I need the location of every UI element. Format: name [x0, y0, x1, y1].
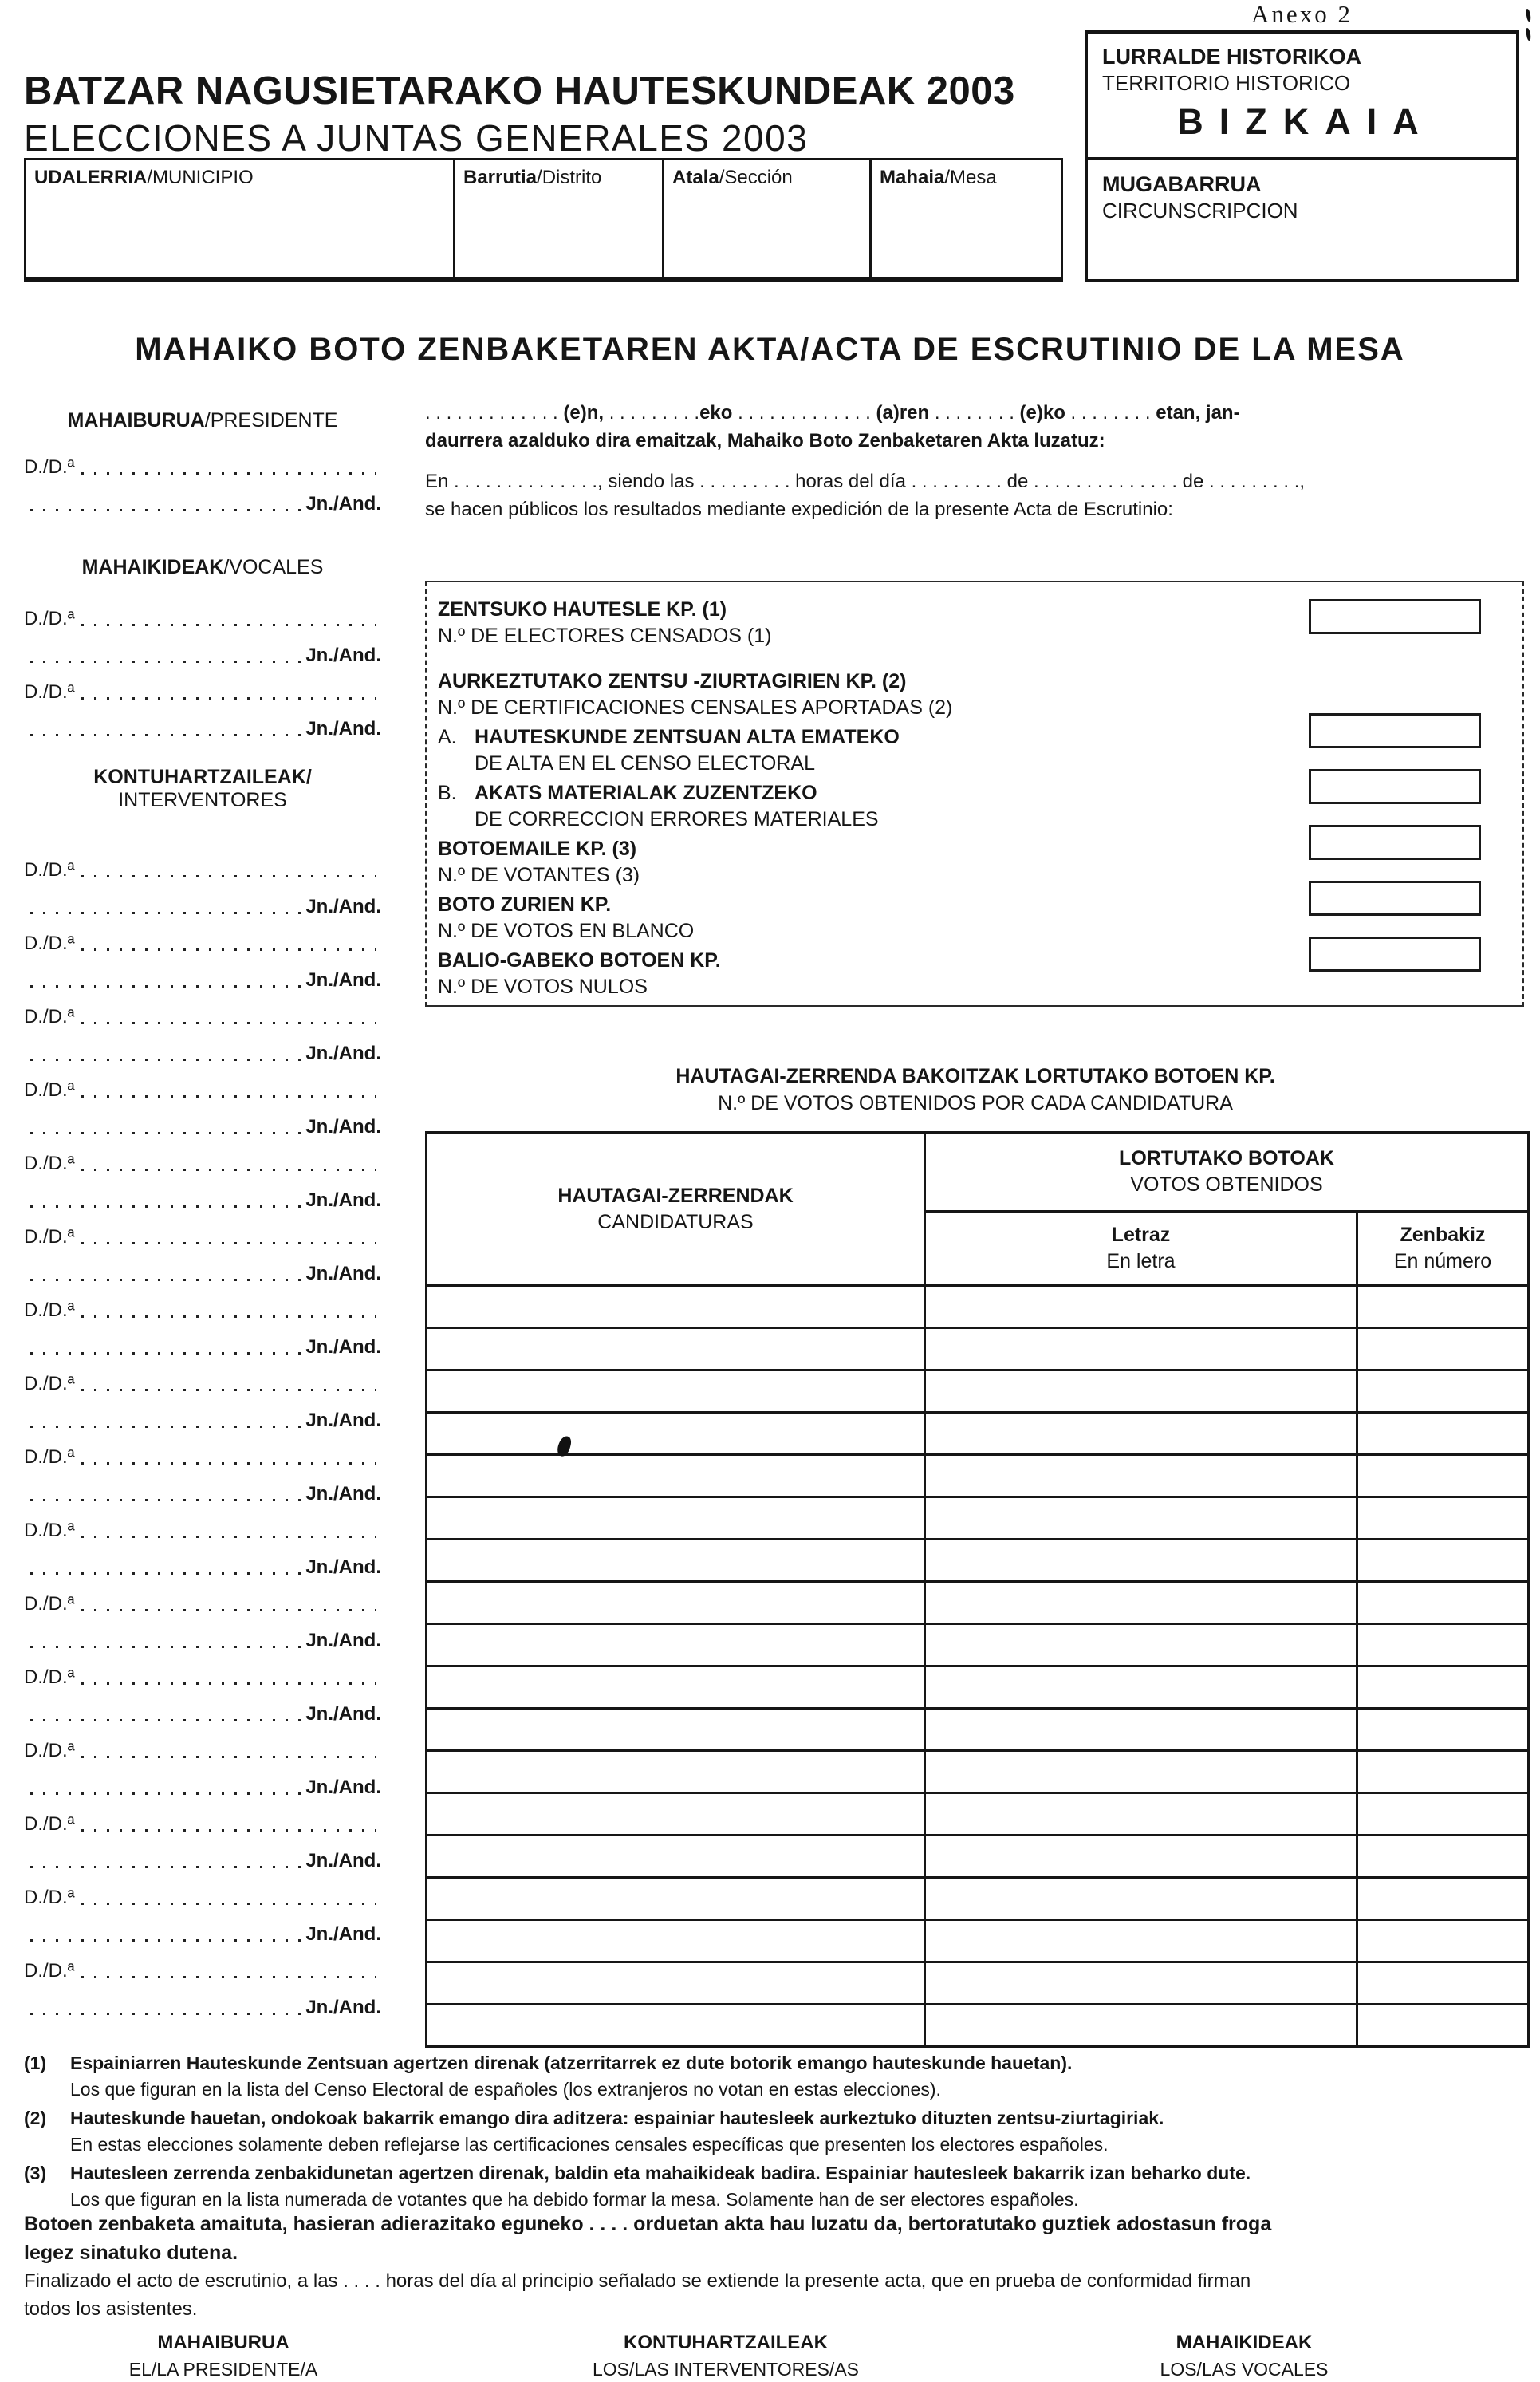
- votes-words-cell-empty: [925, 1709, 1357, 1751]
- form-title-block: [24, 67, 1085, 161]
- official-entry: [24, 1066, 381, 1139]
- signature-dotted-line: [30, 1712, 301, 1721]
- signature-dotted-line: [81, 1969, 376, 1978]
- constituency-label-basque: MUGABARRUA: [1102, 172, 1262, 196]
- name-prefix-label: D./D.ª: [24, 1887, 75, 1908]
- candidates-table-row: [427, 1709, 1529, 1751]
- votes-number-cell-empty: [1357, 1962, 1529, 2005]
- officials-column: [24, 403, 381, 2046]
- vocals-label-spanish: /VOCALES: [223, 556, 324, 578]
- candidates-table-row: [427, 1624, 1529, 1666]
- candidature-cell-empty: [427, 2005, 925, 2047]
- signature-interventors: [522, 2329, 929, 2382]
- name-suffix-label: Jn./And.: [305, 1777, 381, 1798]
- name-suffix-label: Jn./And.: [305, 1116, 381, 1138]
- signature-dotted-line: [81, 1382, 376, 1391]
- name-suffix-label: Jn./And.: [305, 969, 381, 991]
- name-suffix-label: Jn./And.: [305, 1630, 381, 1651]
- count-label-spanish: N.º DE VOTOS NULOS: [438, 976, 648, 998]
- name-prefix-label: D./D.ª: [24, 859, 75, 881]
- signature-dotted-line: [30, 502, 301, 511]
- candidates-heading-spanish: N.º DE VOTOS OBTENIDOS POR CADA CANDIDATURA: [718, 1092, 1233, 1114]
- official-entry: [24, 1800, 381, 1873]
- candidature-cell-empty: [427, 1413, 925, 1455]
- candidates-table-row: [427, 1370, 1529, 1413]
- signature-dotted-line: [30, 978, 301, 988]
- municipality-cell: [26, 160, 455, 279]
- letters-header-spanish: En letra: [1106, 1250, 1176, 1272]
- closing-spanish-line1: Finalizado el acto de escrutinio, a las . . . . horas del día al principio señalado se extiende la presente acta, que en prueba de conformidad firman: [24, 2270, 1251, 2292]
- signature-president: [48, 2329, 399, 2382]
- signature-dotted-line: [81, 1749, 376, 1758]
- official-entry: [24, 1579, 381, 1653]
- votes-words-cell-empty: [925, 1370, 1357, 1413]
- candidature-cell-empty: [427, 1455, 925, 1497]
- candidates-table-row: [427, 2005, 1529, 2047]
- votes-words-cell-empty: [925, 1624, 1357, 1666]
- section-cell: [664, 160, 871, 279]
- count-label-basque: AURKEZTUTAKO ZENTSU -ZIURTAGIRIEN KP. (2): [438, 670, 907, 692]
- name-suffix-label: Jn./And.: [305, 1850, 381, 1871]
- name-prefix-label: D./D.ª: [24, 1666, 75, 1688]
- territory-label-basque: LURRALDE HISTORIKOA: [1102, 45, 1362, 69]
- signature-label-spanish: LOS/LAS INTERVENTORES/AS: [592, 2359, 860, 2380]
- vocals-header: [24, 556, 381, 579]
- votes-words-cell-empty: [925, 1286, 1357, 1328]
- votes-words-cell-empty: [925, 1878, 1357, 1920]
- count-row-votos-nulos: [427, 948, 1522, 1000]
- candidates-table-row: [427, 1920, 1529, 1962]
- notice-line-basque: daurrera azalduko dira emaitzak, Mahaiko Boto Zenbaketaren Akta luzatuz:: [425, 430, 1105, 452]
- candidatures-column-header: [427, 1133, 925, 1286]
- name-suffix-label: Jn./And.: [305, 1556, 381, 1578]
- municipality-label-basque: UDALERRIA: [34, 167, 148, 188]
- closing-statement: [24, 2210, 1527, 2323]
- page-title: MAHAIKO BOTO ZENBAKETAREN AKTA/ACTA DE ESCRUTINIO DE LA MESA: [135, 332, 1405, 367]
- name-suffix-label: Jn./And.: [305, 1923, 381, 1945]
- signature-dotted-line: [30, 1785, 301, 1795]
- signature-vocals: [1053, 2329, 1436, 2382]
- name-suffix-label: Jn./And.: [305, 1263, 381, 1284]
- district-label-basque: Barrutia: [463, 167, 538, 188]
- votes-in-numbers-header: [1357, 1212, 1529, 1286]
- official-entry: [24, 1946, 381, 2020]
- name-suffix-label: Jn./And.: [305, 645, 381, 666]
- candidates-votes-table: [425, 1131, 1530, 2048]
- signature-label-basque: KONTUHARTZAILEAK: [624, 2332, 828, 2353]
- votes-words-cell-empty: [925, 2005, 1357, 2047]
- count-label-basque: HAUTESKUNDE ZENTSUAN ALTA EMATEKO: [475, 726, 900, 748]
- footnote-text-basque: Espainiarren Hauteskunde Zentsuan agertzen direnak (atzerritarrek ez dute botorik emango hauteskunde hauetan).: [70, 2053, 1073, 2073]
- votes-number-cell-empty: [1357, 1624, 1529, 1666]
- vocal-entries: [24, 594, 381, 741]
- votes-number-cell-empty: [1357, 1413, 1529, 1455]
- official-entry: [24, 919, 381, 992]
- name-suffix-label: Jn./And.: [305, 1703, 381, 1725]
- candidates-table-row: [427, 1582, 1529, 1624]
- count-value-box: [1309, 825, 1481, 860]
- name-prefix-label: D./D.ª: [24, 1079, 75, 1101]
- signature-dotted-line: [81, 1895, 376, 1905]
- candidates-table-row: [427, 1751, 1529, 1793]
- candidates-table-row: [427, 1455, 1529, 1497]
- row-prefix: B.: [438, 782, 457, 804]
- votes-words-cell-empty: [925, 1540, 1357, 1582]
- count-label-spanish: DE ALTA EN EL CENSO ELECTORAL: [475, 752, 816, 775]
- signature-captions: [0, 2329, 1540, 2382]
- signature-dotted-line: [30, 1418, 301, 1428]
- official-entry: [24, 992, 381, 1066]
- candidature-cell-empty: [427, 1751, 925, 1793]
- name-suffix-label: Jn./And.: [305, 1483, 381, 1505]
- count-label-spanish: N.º DE VOTOS EN BLANCO: [438, 920, 695, 942]
- name-prefix-label: D./D.ª: [24, 608, 75, 629]
- official-entry: [24, 1359, 381, 1433]
- signature-dotted-line: [81, 465, 376, 475]
- official-entry: [24, 1286, 381, 1359]
- signature-dotted-line: [81, 1161, 376, 1171]
- name-suffix-label: Jn./And.: [305, 896, 381, 917]
- official-entry: [24, 1506, 381, 1579]
- votes-header-spanish: VOTOS OBTENIDOS: [1130, 1173, 1323, 1196]
- signature-dotted-line: [81, 1602, 376, 1611]
- footnotes: [24, 2050, 1527, 2215]
- footnote-number: (2): [24, 2108, 47, 2128]
- candidatures-header-spanish: CANDIDATURAS: [597, 1210, 754, 1233]
- count-label-spanish: N.º DE CERTIFICACIONES CENSALES APORTADAS (2): [438, 696, 953, 719]
- signature-dotted-line: [81, 1235, 376, 1244]
- name-suffix-label: Jn./And.: [305, 718, 381, 739]
- interventor-entries: [24, 846, 381, 2020]
- closing-basque-line1: Botoen zenbaketa amaituta, hasieran adierazitako eguneko . . . . orduetan akta hau luzatu da, bertoratutako guztiek adostasun froga: [24, 2213, 1272, 2235]
- footnote-2: [24, 2105, 1527, 2158]
- votes-words-cell-empty: [925, 1836, 1357, 1878]
- name-suffix-label: Jn./And.: [305, 1043, 381, 1064]
- name-prefix-label: D./D.ª: [24, 1446, 75, 1468]
- signature-dotted-line: [30, 1272, 301, 1281]
- votes-number-cell-empty: [1357, 1878, 1529, 1920]
- official-entry: [24, 1726, 381, 1800]
- official-entry: [24, 1213, 381, 1286]
- count-label-basque: AKATS MATERIALAK ZUZENTZEKO: [475, 782, 817, 804]
- signature-dotted-line: [81, 617, 376, 626]
- votes-header-basque: LORTUTAKO BOTOAK: [1119, 1147, 1334, 1169]
- interventors-header: [24, 766, 381, 812]
- proclamation-notice: [425, 399, 1534, 523]
- signature-dotted-line: [81, 1675, 376, 1685]
- votes-words-cell-empty: [925, 1962, 1357, 2005]
- votes-words-cell-empty: [925, 1497, 1357, 1540]
- footnote-1: [24, 2050, 1527, 2103]
- candidature-cell-empty: [427, 1836, 925, 1878]
- footnote-number: (3): [24, 2163, 47, 2183]
- president-label-spanish: /PRESIDENTE: [204, 409, 338, 432]
- signature-dotted-line: [30, 1125, 301, 1134]
- closing-basque-line2: legez sinatuko dutena.: [24, 2242, 238, 2264]
- count-label-spanish: N.º DE ELECTORES CENSADOS (1): [438, 625, 772, 647]
- count-value-box: [1309, 881, 1481, 916]
- candidature-cell-empty: [427, 1624, 925, 1666]
- candidates-table-heading: [425, 1063, 1526, 1117]
- name-prefix-label: D./D.ª: [24, 1373, 75, 1394]
- candidates-table-row: [427, 1497, 1529, 1540]
- votes-number-cell-empty: [1357, 1328, 1529, 1370]
- name-prefix-label: D./D.ª: [24, 1006, 75, 1027]
- votes-number-cell-empty: [1357, 2005, 1529, 2047]
- footnote-text-spanish: Los que figuran en la lista del Censo Electoral de españoles (los extranjeros no votan en estas elecciones).: [70, 2079, 941, 2100]
- name-suffix-label: Jn./And.: [305, 1410, 381, 1431]
- president-label-basque: MAHAIBURUA: [67, 409, 205, 432]
- votes-number-cell-empty: [1357, 1582, 1529, 1624]
- candidature-cell-empty: [427, 1666, 925, 1709]
- signature-dotted-line: [30, 727, 301, 736]
- name-prefix-label: D./D.ª: [24, 1153, 75, 1174]
- count-label-basque: ZENTSUKO HAUTESLE KP. (1): [438, 598, 727, 621]
- signature-dotted-line: [30, 1198, 301, 1208]
- candidates-table-row: [427, 1540, 1529, 1582]
- signature-dotted-line: [81, 1822, 376, 1832]
- constituency-label-spanish: CIRCUNSCRIPCION: [1102, 199, 1298, 223]
- row-prefix: A.: [438, 726, 457, 748]
- candidature-cell-empty: [427, 1793, 925, 1836]
- territory-label-spanish: TERRITORIO HISTORICO: [1102, 71, 1351, 95]
- official-entry: [24, 1139, 381, 1213]
- candidature-cell-empty: [427, 1497, 925, 1540]
- candidature-cell-empty: [427, 1920, 925, 1962]
- official-entry: [24, 668, 381, 741]
- candidates-table-row: [427, 1793, 1529, 1836]
- president-header: [24, 409, 381, 432]
- form-title-basque: BATZAR NAGUSIETARAKO HAUTESKUNDEAK 2003: [24, 69, 1015, 112]
- votes-number-cell-empty: [1357, 1370, 1529, 1413]
- signature-label-spanish: EL/LA PRESIDENTE/A: [128, 2359, 318, 2380]
- count-value-box: [1309, 713, 1481, 748]
- notice-line-basque-blanks: . . . . . . . . . . . . . (e)n, . . . . . . . . .eko . . . . . . . . . . . . . (a)ren . . . . . . . . (e)ko . . . . . . . . etan, jan-: [425, 402, 1240, 424]
- district-cell: [455, 160, 664, 279]
- name-prefix-label: D./D.ª: [24, 1226, 75, 1248]
- signature-dotted-line: [30, 653, 301, 663]
- section-label-basque: Atala: [672, 167, 719, 188]
- votes-words-cell-empty: [925, 1328, 1357, 1370]
- votes-words-cell-empty: [925, 1582, 1357, 1624]
- signature-dotted-line: [30, 1565, 301, 1575]
- candidates-heading-basque: HAUTAGAI-ZERRENDA BAKOITZAK LORTUTAKO BOTOEN KP.: [675, 1065, 1275, 1087]
- official-entry: [24, 1653, 381, 1726]
- signature-dotted-line: [81, 868, 376, 877]
- name-prefix-label: D./D.ª: [24, 1960, 75, 1982]
- footnote-number: (1): [24, 2053, 47, 2073]
- votes-number-cell-empty: [1357, 1540, 1529, 1582]
- candidates-table-row: [427, 1666, 1529, 1709]
- candidates-table-row: [427, 1286, 1529, 1328]
- name-suffix-label: Jn./And.: [305, 1189, 381, 1211]
- closing-spanish-line2: todos los asistentes.: [24, 2298, 198, 2320]
- letters-header-basque: Letraz: [1111, 1224, 1171, 1246]
- candidates-table-row: [427, 1962, 1529, 2005]
- notice-line-spanish: se hacen públicos los resultados mediante expedición de la presente Acta de Escrutinio:: [425, 499, 1173, 520]
- name-prefix-label: D./D.ª: [24, 456, 75, 478]
- votes-number-cell-empty: [1357, 1455, 1529, 1497]
- name-prefix-label: D./D.ª: [24, 1299, 75, 1321]
- candidature-cell-empty: [427, 1286, 925, 1328]
- signature-dotted-line: [81, 1015, 376, 1024]
- count-value-box: [1309, 599, 1481, 634]
- count-row-electores-censados: [427, 597, 1522, 649]
- count-label-spanish: N.º DE VOTANTES (3): [438, 864, 640, 886]
- signature-dotted-line: [81, 690, 376, 700]
- votes-words-cell-empty: [925, 1666, 1357, 1709]
- footnote-3: [24, 2160, 1527, 2213]
- signature-dotted-line: [81, 1308, 376, 1318]
- signature-label-basque: MAHAIKIDEAK: [1176, 2332, 1313, 2353]
- constituency-section: [1088, 160, 1516, 224]
- name-prefix-label: D./D.ª: [24, 681, 75, 703]
- votes-obtained-column-header: [925, 1133, 1529, 1212]
- signature-dotted-line: [81, 1088, 376, 1098]
- interventors-label-spanish: INTERVENTORES: [118, 789, 287, 811]
- signature-dotted-line: [81, 1528, 376, 1538]
- votes-number-cell-empty: [1357, 1836, 1529, 1878]
- territory-box: [1085, 30, 1519, 282]
- numbers-header-basque: Zenbakiz: [1400, 1224, 1486, 1246]
- candidatures-header-basque: HAUTAGAI-ZERRENDAK: [557, 1184, 794, 1207]
- interventors-label-basque: KONTUHARTZAILEAK/: [93, 766, 312, 788]
- candidature-cell-empty: [427, 1328, 925, 1370]
- signature-dotted-line: [30, 1859, 301, 1868]
- count-label-basque: BALIO-GABEKO BOTOEN KP.: [438, 949, 721, 972]
- form-title-spanish: ELECCIONES A JUNTAS GENERALES 2003: [24, 117, 809, 159]
- candidature-cell-empty: [427, 1582, 925, 1624]
- name-prefix-label: D./D.ª: [24, 1520, 75, 1541]
- candidature-cell-empty: [427, 1540, 925, 1582]
- numbers-header-spanish: En número: [1393, 1250, 1492, 1272]
- votes-number-cell-empty: [1357, 1920, 1529, 1962]
- votes-words-cell-empty: [925, 1751, 1357, 1793]
- signature-dotted-line: [81, 941, 376, 951]
- official-entry: [24, 1433, 381, 1506]
- votes-number-cell-empty: [1357, 1497, 1529, 1540]
- candidature-cell-empty: [427, 1962, 925, 2005]
- signature-dotted-line: [30, 1932, 301, 1942]
- vocals-label-basque: MAHAIKIDEAK: [81, 556, 224, 578]
- notice-line-spanish-blanks: En . . . . . . . . . . . . . ., siendo las . . . . . . . . . horas del día . . . . . . . . . de . . . . . . . . . . . . . . de . . . . . . . . .,: [425, 471, 1306, 492]
- mesa-label-basque: Mahaia: [880, 167, 945, 188]
- signature-dotted-line: [30, 1492, 301, 1501]
- signature-label-basque: MAHAIBURUA: [157, 2332, 289, 2353]
- votes-words-cell-empty: [925, 1455, 1357, 1497]
- mesa-label-spanish: /Mesa: [944, 167, 997, 188]
- official-entry: [24, 846, 381, 919]
- votes-number-cell-empty: [1357, 1751, 1529, 1793]
- footnote-text-basque: Hautesleen zerrenda zenbakidunetan agertzen direnak, baldin eta mahaikideak badira. Espainiar hautesleek bakarrik izan beharko dute.: [70, 2163, 1251, 2183]
- signature-dotted-line: [81, 1455, 376, 1465]
- count-label-basque: BOTOEMAILE KP. (3): [438, 838, 637, 860]
- signature-dotted-line: [30, 1639, 301, 1648]
- count-value-box: [1309, 937, 1481, 972]
- mesa-cell: [871, 160, 1062, 279]
- location-table: [24, 158, 1063, 282]
- candidates-table-row: [427, 1878, 1529, 1920]
- candidates-table-row: [427, 1836, 1529, 1878]
- signature-dotted-line: [30, 1051, 301, 1061]
- territory-value: BIZKAIA: [1177, 101, 1435, 142]
- name-suffix-label: Jn./And.: [305, 493, 381, 515]
- official-entry: [24, 1873, 381, 1946]
- district-label-spanish: /Distrito: [537, 167, 602, 188]
- name-suffix-label: Jn./And.: [305, 1336, 381, 1358]
- name-prefix-label: D./D.ª: [24, 933, 75, 954]
- votes-words-cell-empty: [925, 1793, 1357, 1836]
- candidature-cell-empty: [427, 1878, 925, 1920]
- count-value-box: [1309, 769, 1481, 804]
- name-prefix-label: D./D.ª: [24, 1813, 75, 1835]
- candidates-table-row: [427, 1328, 1529, 1370]
- signature-dotted-line: [30, 905, 301, 914]
- candidature-cell-empty: [427, 1709, 925, 1751]
- vote-counts-box: [425, 581, 1524, 1007]
- annex-label: Anexo 2: [1251, 0, 1353, 28]
- footnote-text-spanish: Los que figuran en la lista numerada de votantes que ha debido formar la mesa. Solamente han de ser electores españoles.: [70, 2189, 1079, 2210]
- candidature-cell-empty: [427, 1370, 925, 1413]
- name-suffix-label: Jn./And.: [305, 1997, 381, 2018]
- votes-number-cell-empty: [1357, 1666, 1529, 1709]
- candidates-table-row: [427, 1413, 1529, 1455]
- votes-words-cell-empty: [925, 1920, 1357, 1962]
- votes-number-cell-empty: [1357, 1286, 1529, 1328]
- municipality-label-spanish: /MUNICIPIO: [147, 167, 254, 188]
- official-entry: [24, 443, 381, 516]
- section-label-spanish: /Sección: [719, 167, 793, 188]
- footnote-text-spanish: En estas elecciones solamente deben reflejarse las certificaciones censales específicas que presenten los electores españoles.: [70, 2134, 1109, 2155]
- official-entry: [24, 594, 381, 668]
- name-prefix-label: D./D.ª: [24, 1593, 75, 1615]
- signature-dotted-line: [30, 2005, 301, 2015]
- footnote-text-basque: Hauteskunde hauetan, ondokoak bakarrik emango dira aditzera: espainiar hautesleek aurkeztuko dituzten zentsu-ziurtagiriak.: [70, 2108, 1164, 2128]
- votes-number-cell-empty: [1357, 1793, 1529, 1836]
- votes-words-cell-empty: [925, 1413, 1357, 1455]
- name-prefix-label: D./D.ª: [24, 1740, 75, 1761]
- count-label-spanish: DE CORRECCION ERRORES MATERIALES: [475, 808, 879, 830]
- signature-label-spanish: LOS/LAS VOCALES: [1160, 2359, 1329, 2380]
- signature-dotted-line: [30, 1345, 301, 1355]
- president-entries: [24, 443, 381, 516]
- count-label-basque: BOTO ZURIEN KP.: [438, 893, 612, 916]
- votes-in-words-header: [925, 1212, 1357, 1286]
- votes-number-cell-empty: [1357, 1709, 1529, 1751]
- territory-section: [1088, 34, 1516, 160]
- scan-artifact: [1522, 6, 1538, 54]
